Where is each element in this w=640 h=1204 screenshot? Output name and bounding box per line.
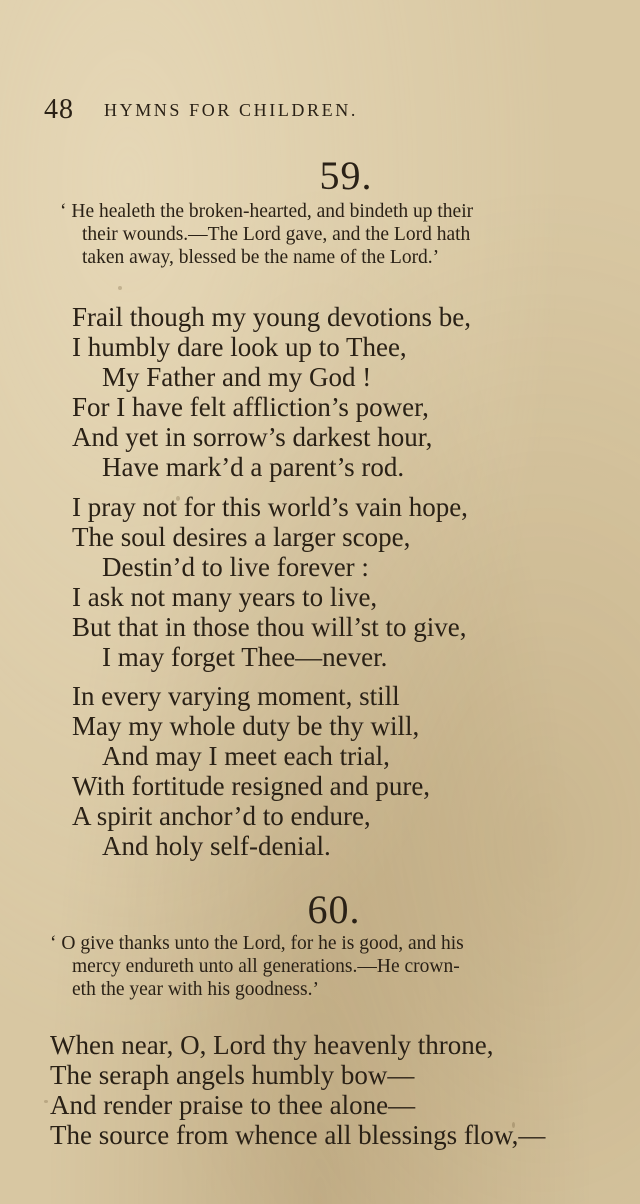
verse-line: Destin’d to live forever : <box>102 552 369 582</box>
verse-line: I may forget Thee—never. <box>102 642 388 672</box>
verse-line: The seraph angels humbly bow— <box>50 1060 415 1090</box>
epigraph-line: taken away, blessed be the name of the Lord.’ <box>82 247 440 268</box>
verse-line: When near, O, Lord thy heavenly throne, <box>50 1030 494 1060</box>
epigraph-line: ‘ O give thanks unto the Lord, for he is good, and his <box>50 933 464 954</box>
verse-line: With fortitude resigned and pure, <box>72 771 431 801</box>
verse-line: And holy self-denial. <box>102 831 331 861</box>
epigraph-line: ‘ He healeth the broken-hearted, and bindeth up their <box>60 201 474 222</box>
verse-line: My Father and my God ! <box>102 362 372 392</box>
verse-line: Have mark’d a parent’s rod. <box>102 452 405 482</box>
verse-line: Frail though my young devotions be, <box>72 302 471 332</box>
paper-speck <box>176 496 180 501</box>
running-head <box>44 94 500 130</box>
verse-line: For I have felt affliction’s power, <box>72 392 429 422</box>
verse-line: A spirit anchor’d to endure, <box>72 801 371 831</box>
stanza-60-1 <box>50 1030 545 1150</box>
verse-line: May my whole duty be thy will, <box>72 711 420 741</box>
paper-speck <box>44 1100 48 1103</box>
stanza-59-3 <box>72 681 430 861</box>
verse-line: The soul desires a larger scope, <box>72 522 411 552</box>
verse-line: In every varying moment, still <box>72 681 400 711</box>
verse-line: The source from whence all blessings flow,— <box>50 1120 546 1150</box>
stanza-59-1 <box>72 302 471 482</box>
verse-line: And yet in sorrow’s darkest hour, <box>72 422 433 452</box>
hymn-number-60: 60. <box>307 887 361 932</box>
running-title: HYMNS FOR CHILDREN. <box>104 100 358 120</box>
stanza-59-2 <box>72 492 468 672</box>
epigraph-hymn-60 <box>50 932 464 1001</box>
verse-line: And may I meet each trial, <box>102 741 390 771</box>
verse-line: And render praise to thee alone— <box>50 1090 416 1120</box>
hymn-number-59: 59. <box>319 153 373 198</box>
verse-line: I pray not for this world’s vain hope, <box>72 492 468 522</box>
paper-speck <box>118 286 122 290</box>
page-number: 48 <box>44 94 74 125</box>
verse-line: But that in those thou will’st to give, <box>72 612 467 642</box>
epigraph-line: mercy endureth unto all generations.—He crown- <box>72 956 460 977</box>
paper-speck <box>512 1122 515 1128</box>
epigraph-hymn-59 <box>60 200 473 269</box>
epigraph-line: their wounds.—The Lord gave, and the Lord hath <box>82 224 471 245</box>
epigraph-line: eth the year with his goodness.’ <box>72 979 319 1000</box>
verse-line: I ask not many years to live, <box>72 582 378 612</box>
verse-line: I humbly dare look up to Thee, <box>72 332 407 362</box>
